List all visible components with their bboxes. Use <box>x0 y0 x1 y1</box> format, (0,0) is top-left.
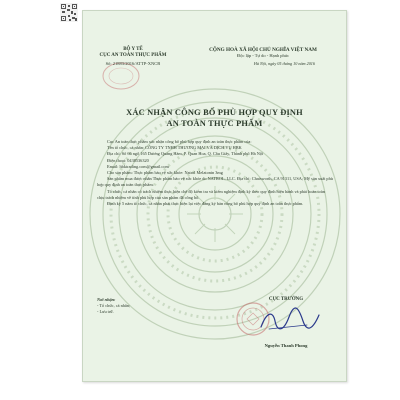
recipients <box>97 297 197 315</box>
validity-paragraph: Định kỳ 5 năm tổ chức, cá nhân phải thực hiện lại việc đăng ký bản công bố phù hợp quy định an toàn thực phẩm. <box>107 201 304 207</box>
product-line: Cho sản phẩm: Thực phẩm bảo vệ sức khỏe: Natrol Melatonin 3mg <box>107 170 223 176</box>
certificate-document <box>82 10 347 382</box>
signer-name: Nguyễn Thanh Phong <box>264 343 308 348</box>
issue-date: Hà Nội, ngày 05 tháng 10 năm 2016 <box>253 61 315 66</box>
ministry-name: BỘ Y TẾ <box>123 47 143 52</box>
recipient-item: - Lưu trữ. <box>97 309 114 314</box>
department-name: CỤC AN TOÀN THỰC PHẨM <box>99 53 167 58</box>
address-line: Địa chỉ: Số 66 ngõ 165 Dương Quảng Hàm, P. Quan Hoa, Q. Cầu Giấy, Thành phố Hà Nội <box>107 151 264 157</box>
qr-code <box>60 3 78 22</box>
document-subtitle: AN TOÀN THỰC PHẨM <box>166 119 263 128</box>
handwritten-signature <box>255 305 323 335</box>
signer-title: CỤC TRƯỞNG <box>268 297 304 302</box>
document-number: Số: 21883/2016/ATTP-XNCB <box>105 61 161 66</box>
header-left <box>97 47 169 67</box>
intro-text: Cục An toàn thực phẩm xác nhận công bố phù hợp quy định an toàn thực phẩm của: <box>107 139 252 144</box>
phone-line: Điện thoại: 0438536320 <box>107 157 149 163</box>
responsibility-paragraph: Tổ chức, cá nhân có trách nhiệm thực hiện chế độ kiểm tra và kiểm nghiệm định kỳ theo quy định hiện hành và phải hoàn toàn chịu trách nhiệm về tính phù hợp của sản phẩm đã công bố. <box>97 188 325 200</box>
email-line: Email: hbktrading.com@gmail.com <box>107 163 169 169</box>
recipients-label: Nơi nhận: <box>97 297 116 302</box>
national-motto: Độc lập - Tự do - Hạnh phúc <box>237 53 289 58</box>
manufacturer-paragraph: Sản phẩm mua được nhãn Thực phẩm bảo vệ sức khỏe do NATROL, LLC. Địa chỉ: Chatsworth, CA 91311, USA; Mỹ sản xuất phù hợp quy định an toàn thực phẩm. <box>97 176 333 188</box>
country-name: CỘNG HOÀ XÃ HỘI CHỦ NGHĨA VIỆT NAM <box>209 47 317 53</box>
header-right <box>193 47 333 67</box>
document-body <box>97 139 333 207</box>
company-line: Tên tổ chức, cá nhân: CÔNG TY TNHH THƯƠNG MẠI VÀ DỊCH VỤ HBK <box>107 145 242 151</box>
document-title: XÁC NHẬN CÔNG BỐ PHÙ HỢP QUY ĐỊNH <box>126 108 303 117</box>
recipient-item: - Tổ chức, cá nhân; <box>97 303 131 308</box>
